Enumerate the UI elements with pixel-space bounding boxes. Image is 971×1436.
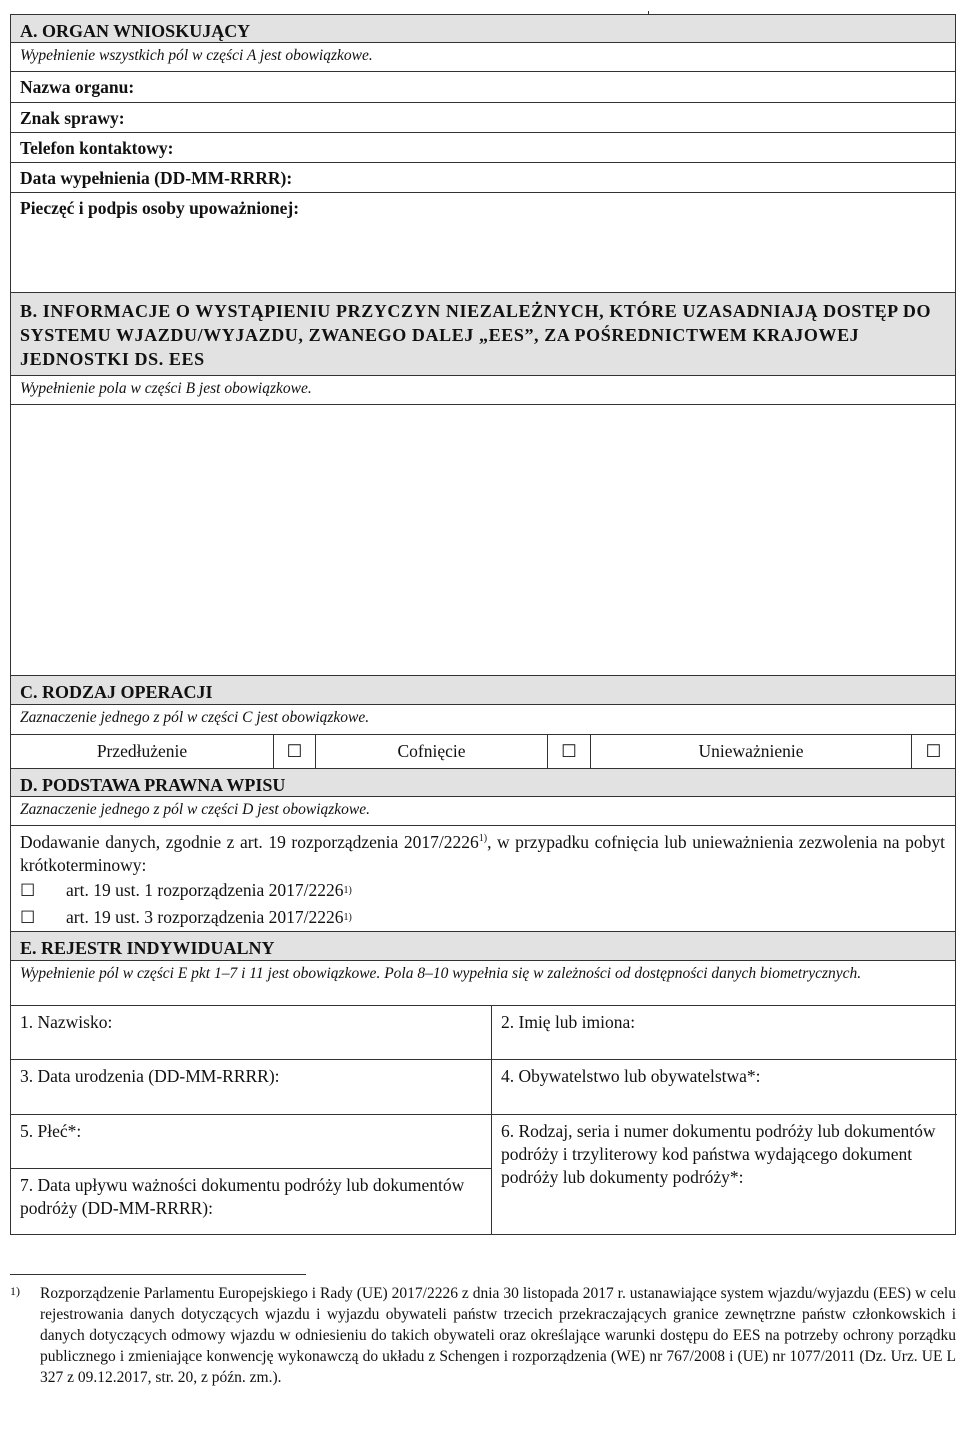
legal-basis-block <box>10 825 956 932</box>
field-sex[interactable]: 5. Płeć*: <box>11 1115 492 1169</box>
option-annulment-label: Unieważnienie <box>591 735 912 768</box>
checkbox-art19-ust3[interactable]: ☐ <box>20 908 36 927</box>
field-travel-document[interactable]: 6. Rodzaj, seria i numer dokumentu podróży lub dokumentów podróży i trzyliterowy kod państwa wydającego dokument podróży lub dokumenty podróży*: <box>501 1121 936 1187</box>
section-a-note: Wypełnienie wszystkich pól w części A jest obowiązkowe. <box>10 42 956 72</box>
section-b-note: Wypełnienie pola w części B jest obowiązkowe. <box>10 375 956 405</box>
checkbox-annulment[interactable]: ☐ <box>925 741 942 761</box>
checkbox-art19-ust1[interactable]: ☐ <box>20 881 36 900</box>
field-case-number[interactable]: Znak sprawy: <box>10 102 956 133</box>
field-citizenship[interactable]: 4. Obywatelstwo lub obywatelstwa*: <box>492 1060 957 1115</box>
field-surname[interactable]: 1. Nazwisko: <box>11 1006 492 1060</box>
legal-basis-text-main: Dodawanie danych, zgodnie z art. 19 rozporządzenia 2017/2226 <box>20 832 479 852</box>
legal-option-2: ☐ art. 19 ust. 3 rozporządzenia 2017/2226 1) <box>20 907 352 927</box>
footnote-separator <box>10 1274 306 1275</box>
field-first-names[interactable]: 2. Imię lub imiona: <box>492 1006 957 1060</box>
footnote-mark: 1) <box>10 1284 20 1298</box>
legal-basis-text-cont: , w przypadku cofnięcia lub unieważnienia zezwolenia na pobyt krótkoterminowy: <box>20 832 945 875</box>
section-c-note: Zaznaczenie jednego z pól w części C jest obowiązkowe. <box>10 704 956 735</box>
section-d-header: D. PODSTAWA PRAWNA WPISU <box>10 768 956 797</box>
field-organ-name[interactable]: Nazwa organu: <box>10 71 956 103</box>
option-extension-label: Przedłużenie <box>11 735 274 768</box>
checkbox-extension[interactable]: ☐ <box>274 735 316 768</box>
legal-option-1: ☐ art. 19 ust. 1 rozporządzenia 2017/2226 1) <box>20 880 352 900</box>
section-b-text-area[interactable] <box>10 404 956 676</box>
field-birth-date[interactable]: 3. Data urodzenia (DD-MM-RRRR): <box>11 1060 492 1115</box>
legal-basis-text <box>20 831 945 877</box>
legal-basis-footnote-ref: 1) <box>478 833 488 845</box>
field-contact-phone[interactable]: Telefon kontaktowy: <box>10 132 956 163</box>
application-form <box>10 15 956 1235</box>
section-d-note: Zaznaczenie jednego z pól w części D jest obowiązkowe. <box>10 796 956 826</box>
field-document-expiry[interactable]: 7. Data upływu ważności dokumentu podróży lub dokumentów podróży (DD-MM-RRRR): <box>11 1169 492 1234</box>
section-c-header: C. RODZAJ OPERACJI <box>10 675 956 705</box>
field-stamp-signature[interactable]: Pieczęć i podpis osoby upoważnionej: <box>10 192 956 293</box>
section-b-header: B. INFORMACJE O WYSTĄPIENIU PRZYCZYN NIEZALEŻNYCH, KTÓRE UZASADNIAJĄ DOSTĘP DO SYSTEMU WJAZDU/WYJAZDU, ZWANEGO DALEJ „EES”, ZA POŚREDNICTWEM KRAJOWEJ JEDNOSTKI DS. EES <box>10 292 956 376</box>
legal-option-2-label: art. 19 ust. 3 rozporządzenia 2017/2226 <box>66 907 344 927</box>
section-a-header <box>10 14 956 43</box>
legal-option-1-label: art. 19 ust. 1 rozporządzenia 2017/2226 <box>66 880 344 900</box>
operation-type-row <box>10 734 956 769</box>
individual-register-grid <box>10 1005 956 1235</box>
footnote <box>10 1283 956 1388</box>
checkbox-revocation[interactable]: ☐ <box>548 735 591 768</box>
section-e-header: E. REJESTR INDYWIDUALNY <box>10 931 956 961</box>
section-e-note: Wypełnienie pól w części E pkt 1–7 i 11 jest obowiązkowe. Pola 8–10 wypełnia się w zależności od dostępności danych biometrycznych. <box>10 960 956 1006</box>
option-revocation-label: Cofnięcie <box>316 735 548 768</box>
footnote-text: Rozporządzenie Parlamentu Europejskiego i Rady (UE) 2017/2226 z dnia 30 listopada 2017 r. ustanawiające system wjazdu/wyjazdu (EES) w celu rejestrowania danych dotyczących wjazdu i wyjazdu obywateli państw trzecich przekraczających granice zewnętrzne państw członkowskich i danych dotyczących odmowy wjazdu w odniesieniu do takich obywateli oraz określające warunki dostępu do EES na potrzeby ochrony porządku publicznego i zmieniające konwencję wykonawczą do układu z Schengen i rozporządzenia (WE) nr 767/2008 i (UE) nr 1077/2011 (Dz. Urz. UE L 327 z 09.12.2017, str. 20, z późn. zm.). <box>40 1285 956 1386</box>
section-a-title: A. ORGAN WNIOSKUJĄCY <box>20 21 251 41</box>
field-fill-date[interactable]: Data wypełnienia (DD-MM-RRRR): <box>10 162 956 193</box>
